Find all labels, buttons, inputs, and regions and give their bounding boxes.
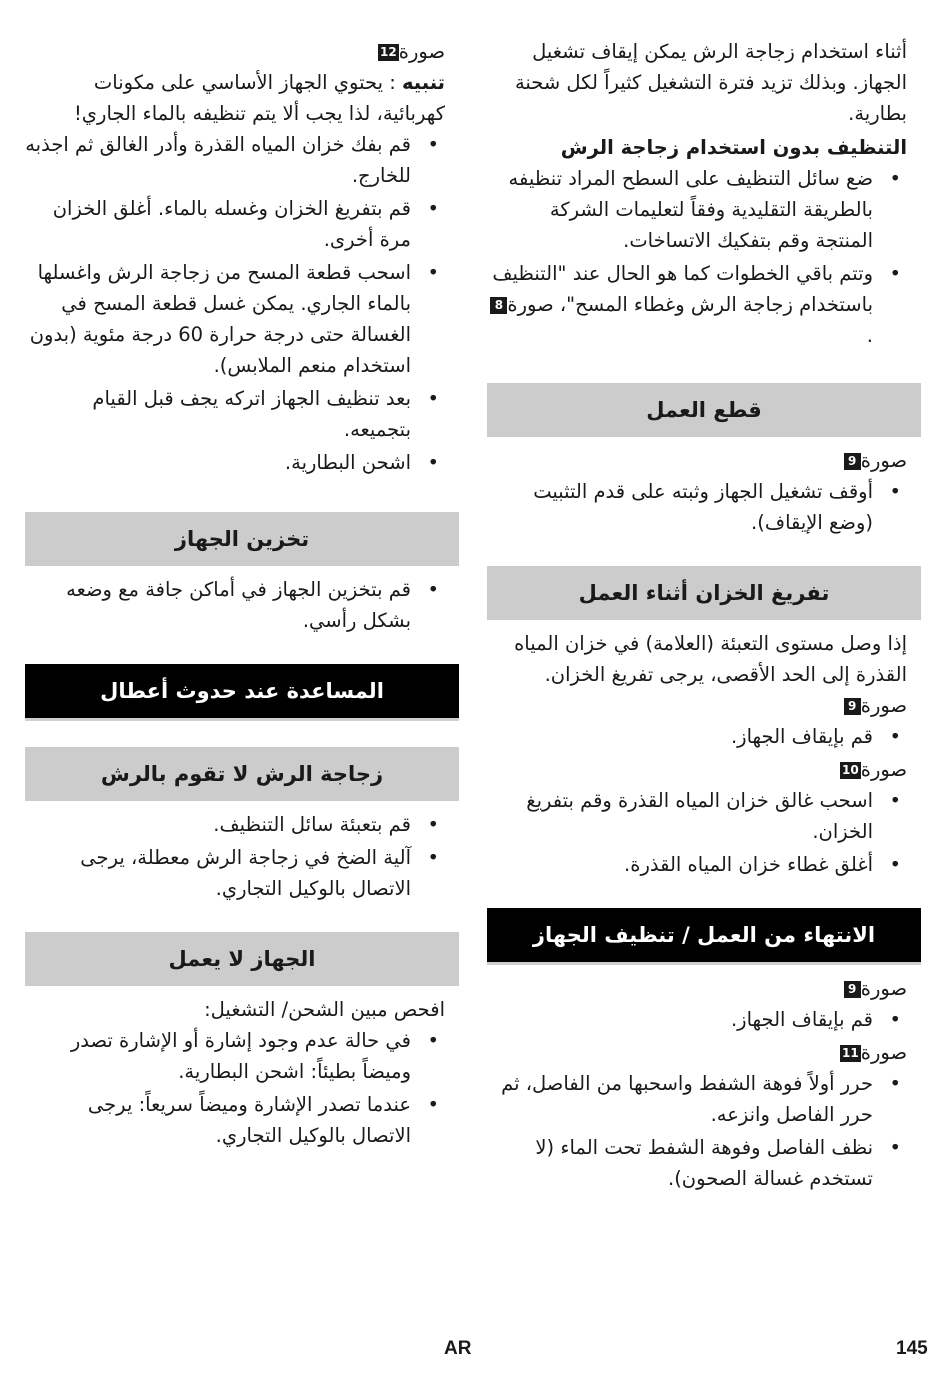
list-item: • أوقف تشغيل الجهاز وثبته على قدم التثبيت (وضع الإيقاف).	[487, 476, 921, 538]
bullet-icon: •	[889, 1072, 901, 1095]
bullet-icon: •	[889, 1136, 901, 1159]
figure-ref: صورة11	[842, 1041, 907, 1064]
list-item: • في حالة عدم وجود إشارة أو الإشارة تصدر وميضاً بطيئاً: اشحن البطارية.	[25, 1025, 459, 1087]
section-heading-finish: الانتهاء من العمل / تنظيف الجهاز	[487, 908, 921, 965]
figure-number-badge: 9	[844, 453, 861, 470]
empty-tank-text: إذا وصل مستوى التعبئة (العلامة) في خزان المياه القذرة إلى الحد الأقصى، يرجى تفريغ الخزان.	[514, 632, 907, 686]
list-item: • حرر أولاً فوهة الشفط واسحبها من الفاصل، ثم حرر الفاصل وانزعه.	[487, 1068, 921, 1130]
bullet-icon: •	[427, 846, 439, 869]
figure-ref: صورة9	[487, 445, 921, 476]
figure-number-badge: 12	[380, 45, 397, 59]
list-item: • قم بتعبئة سائل التنظيف.	[25, 809, 459, 840]
list-item: • أغلق غطاء خزان المياه القذرة.	[487, 849, 921, 880]
bullet-icon: •	[889, 480, 901, 503]
list-item: • وتتم باقي الخطوات كما هو الحال عند "التنظيف باستخدام زجاجة الرش وغطاء المسح"، صورة8.	[487, 258, 921, 351]
figure-ref: صورة9	[487, 690, 921, 721]
note-paragraph: تنبيه : يحتوي الجهاز الأساسي على مكونات كهربائية، لذا يجب ألا يتم تنظيفه بالماء الجاري!	[73, 71, 445, 125]
bullet-icon: •	[889, 1008, 901, 1031]
list-item: • اسحب قطعة المسح من زجاجة الرش واغسلها بالماء الجاري. يمكن غسل قطعة المسح في الغسالة حتى درجة حرارة 60 درجة مئوية (بدون استخدام منعم الملابس).	[25, 257, 459, 381]
note-label: تنبيه	[401, 71, 445, 94]
figure-number-badge: 10	[842, 763, 859, 777]
bullet-icon: •	[889, 262, 901, 285]
section-heading-empty-tank: تفريغ الخزان أثناء العمل	[487, 566, 921, 620]
section-heading-spray-bottle: زجاجة الرش لا تقوم بالرش	[25, 747, 459, 801]
bullet-icon: •	[889, 853, 901, 876]
list-item: • عندما تصدر الإشارة وميضاً سريعاً: يرجى الاتصال بالوكيل التجاري.	[25, 1089, 459, 1151]
empty-tank-list-2	[487, 785, 921, 880]
section-heading-storage: تخزين الجهاز	[25, 512, 459, 566]
figure-ref: صورة10	[842, 758, 907, 781]
figure-ref: صورة9	[487, 973, 921, 1004]
spray-bottle-list	[25, 809, 459, 904]
cleaning-list	[25, 129, 459, 478]
page-number: 145	[896, 1338, 928, 1359]
list-item: • آلية الضخ في زجاجة الرش معطلة، يرجى الاتصال بالوكيل التجاري.	[25, 842, 459, 904]
list-item: • اسحب غالق خزان المياه القذرة وقم بتفريغ الخزان.	[487, 785, 921, 847]
language-code: AR	[444, 1338, 472, 1359]
bullet-icon: •	[427, 578, 439, 601]
section-heading-troubleshooting: المساعدة عند حدوث أعطال	[25, 664, 459, 721]
section-heading-stop: قطع العمل	[487, 383, 921, 437]
finish-list-1	[487, 1004, 921, 1035]
left-column	[25, 36, 459, 1153]
list-item: • اشحن البطارية.	[25, 447, 459, 478]
empty-tank-list-1	[487, 721, 921, 752]
stop-list	[487, 476, 921, 538]
finish-list-2	[487, 1068, 921, 1194]
no-spray-list	[487, 163, 921, 351]
intro-paragraph: أثناء استخدام زجاجة الرش يمكن إيقاف تشغيل الجهاز. وبذلك تزيد فترة التشغيل كثيراً لكل شحنة بطارية.	[514, 40, 907, 125]
bullet-icon: •	[427, 261, 439, 284]
list-item: • نظف الفاصل وفوهة الشفط تحت الماء (لا تستخدم غسالة الصحون).	[487, 1132, 921, 1194]
bullet-icon: •	[427, 133, 439, 156]
section-heading-device-not-working: الجهاز لا يعمل	[25, 932, 459, 986]
device-list	[25, 1025, 459, 1151]
right-column	[487, 36, 921, 1196]
list-item: • قم بتفريغ الخزان وغسله بالماء. أغلق الخزان مرة أخرى.	[25, 193, 459, 255]
figure-number-badge: 9	[844, 698, 861, 715]
figure-number-badge: 9	[844, 981, 861, 998]
bullet-icon: •	[889, 789, 901, 812]
bullet-icon: •	[889, 725, 901, 748]
bullet-icon: •	[889, 167, 901, 190]
bullet-icon: •	[427, 1093, 439, 1116]
bullet-icon: •	[427, 1029, 439, 1052]
list-item: • قم بإيقاف الجهاز.	[487, 721, 921, 752]
list-item: • قم بإيقاف الجهاز.	[487, 1004, 921, 1035]
bullet-icon: •	[427, 387, 439, 410]
bullet-icon: •	[427, 451, 439, 474]
figure-number-badge: 11	[842, 1046, 859, 1060]
list-item: • قم بفك خزان المياه القذرة وأدر الغالق ثم اجذبه للخارج.	[25, 129, 459, 191]
list-item: • بعد تنظيف الجهاز اتركه يجف قبل القيام بتجميعه.	[25, 383, 459, 445]
figure-number-badge: 8	[490, 297, 507, 314]
figure-ref: صورة12	[380, 40, 445, 63]
subheading-no-spray: التنظيف بدون استخدام زجاجة الرش	[560, 136, 907, 159]
storage-list	[25, 574, 459, 636]
bullet-icon: •	[427, 197, 439, 220]
bullet-icon: •	[427, 813, 439, 836]
list-item: • ضع سائل التنظيف على السطح المراد تنظيفه بالطريقة التقليدية وفقاً لتعليمات الشركة المنتجة وقم بتفكيك الاتساخات.	[487, 163, 921, 256]
list-item: • قم بتخزين الجهاز في أماكن جافة مع وضعه بشكل رأسي.	[25, 574, 459, 636]
device-check-text: افحص مبين الشحن/ التشغيل:	[204, 998, 445, 1021]
